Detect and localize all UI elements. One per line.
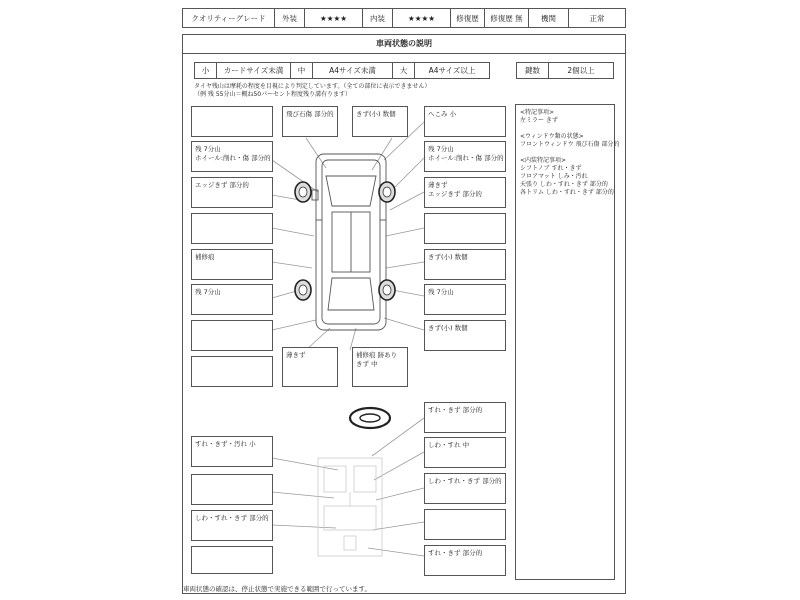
window-notes-body: フロントウィンドウ 飛び石傷 部分的 (520, 141, 620, 148)
footer-note: 車両状態の確認は、停止状態で実施できる範囲で行っています。 (183, 585, 371, 593)
exterior-top-box-2: きず(小) 数個 (352, 106, 408, 137)
interior-left-box-3: しわ・すれ・きず 部分的 (191, 510, 273, 541)
exterior-left-box-5: 補修痕 (191, 249, 273, 280)
special-notes-title: <特記事項> (520, 109, 555, 116)
tire-note-example: （例 残 55分山＝概ね50パーセント程度残り溝有ります） (194, 91, 351, 98)
interior-note-item: 天張り しわ・すれ・きず 部分的 (520, 181, 608, 188)
exterior-right-box-5: きず(小) 数個 (424, 249, 506, 280)
engine-label: 機関 (529, 9, 569, 27)
legend-medium-desc: A4サイズ未満 (313, 63, 393, 78)
legend-medium: 中 (291, 63, 313, 78)
interior-seat-diagram (310, 452, 390, 562)
legend-small: 小 (195, 63, 217, 78)
exterior-right-box-1: へこみ 小 (424, 106, 506, 137)
exterior-stars: ★★★★ (305, 9, 363, 27)
exterior-left-box-6: 残 7分山 (191, 284, 273, 315)
exterior-top-box-1: 飛び石傷 部分的 (282, 106, 338, 137)
exterior-right-box-7: きず(小) 数個 (424, 320, 506, 351)
keys-label: 鍵数 (517, 63, 549, 78)
interior-right-box-3: しわ・すれ・きず 部分的 (424, 473, 506, 504)
exterior-label: 外装 (275, 9, 305, 27)
legend-large: 大 (393, 63, 415, 78)
legend-large-desc: A4サイズ以上 (428, 66, 476, 75)
legend-small-desc: カードサイズ未満 (217, 63, 291, 78)
interior-left-box-1: すれ・きず・汚れ 小 (191, 436, 273, 467)
notes-panel (515, 104, 620, 580)
interior-right-box-5: すれ・きず 部分的 (424, 545, 506, 576)
interior-notes-title: <内装特記事項> (520, 157, 567, 164)
exterior-left-box-4 (191, 213, 273, 244)
interior-note-item: フロアマット しみ・汚れ (520, 173, 588, 180)
exterior-left-box-7 (191, 320, 273, 351)
exterior-left-box-2: 残 7分山 ホイール:削れ・傷 部分的 (191, 141, 273, 172)
exterior-left-box-1 (191, 106, 273, 137)
interior-left-box-2 (191, 474, 273, 505)
interior-left-box-4 (191, 546, 273, 574)
exterior-right-box-2: 残 7分山 ホイール:削れ・傷 部分的 (424, 141, 506, 172)
window-notes-title: <ウィンドウ類の状態> (520, 133, 584, 140)
special-notes-body: 左ミラー きず (520, 117, 558, 124)
exterior-right-box-6: 残 7分山 (424, 284, 506, 315)
exterior-bottom-box-1: 薄きず (282, 347, 338, 387)
interior-label: 内装 (363, 9, 393, 27)
steering-wheel-icon (348, 406, 392, 430)
interior-right-box-2: しわ・すれ 中 (424, 437, 506, 468)
exterior-left-box-8 (191, 356, 273, 387)
exterior-left-box-3: エッジきず 部分的 (191, 177, 273, 208)
exterior-right-box-3: 薄きず エッジきず 部分的 (424, 177, 506, 208)
exterior-bottom-box-2: 補修痕 跡あり きず 中 (352, 347, 408, 387)
interior-note-item: 各トリム しわ・すれ・きず 部分的 (520, 189, 614, 196)
repair-history-value: 修復歴 無 (485, 9, 529, 27)
repair-history-label: 修復歴 (451, 9, 485, 27)
engine-value: 正常 (589, 13, 605, 23)
section-title: 車両状態の説明 (182, 34, 626, 54)
quality-grade-label: クオリティーグレード (183, 9, 275, 27)
interior-right-box-4 (424, 509, 506, 540)
interior-right-box-1: すれ・きず 部分的 (424, 402, 506, 433)
interior-stars: ★★★★ (393, 9, 451, 27)
interior-note-item: シフトノブ すれ・きず (520, 165, 582, 172)
keys-value: 2個以上 (567, 66, 595, 75)
exterior-right-box-4 (424, 213, 506, 244)
tire-note: タイヤ残山は摩耗の程度を目視により判定しています。（全ての部位に表示できません） (194, 83, 431, 90)
